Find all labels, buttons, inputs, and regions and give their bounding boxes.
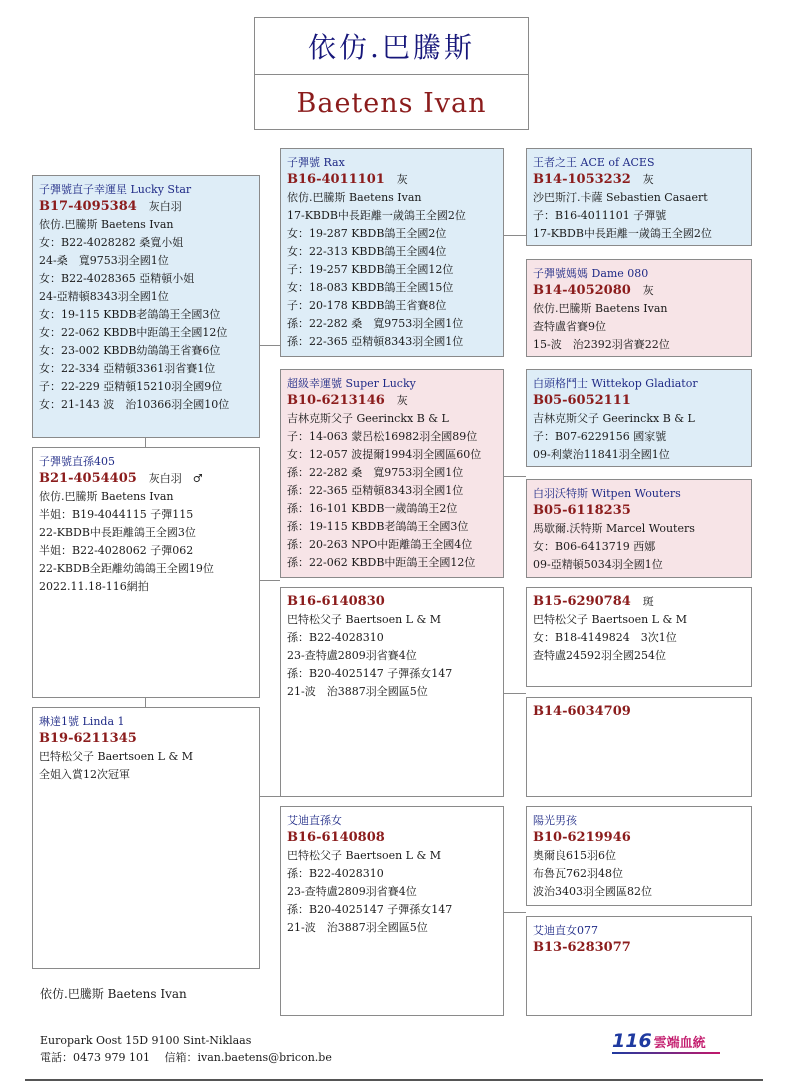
detail-line: 依仿.巴騰斯 Baetens Ivan — [287, 191, 422, 204]
pedigree-header — [254, 17, 529, 130]
color-info: 灰 — [396, 394, 408, 407]
ring-number: B16-4011101 灰 — [287, 172, 408, 187]
ring-number: B05-6052111 — [533, 393, 631, 408]
owner-name-english: Baetens Ivan — [296, 87, 487, 119]
detail-line: 孫：22-282 桑 寬9753羽全國1位 — [287, 466, 464, 479]
pigeon-details — [533, 410, 745, 464]
color-info: 斑 — [642, 595, 654, 608]
detail-line: 09-利蒙治11841羽全國1位 — [533, 448, 670, 461]
detail-line: 女：B18-4149824 3次1位 — [533, 631, 677, 644]
pigeon-title: 琳達1號 Linda 1 — [39, 715, 125, 728]
detail-line: 2022.11.18-116網拍 — [39, 580, 149, 593]
detail-line: 子：22-229 亞精頓15210羽全國9位 — [39, 380, 223, 393]
logo-number: 116 — [612, 1030, 652, 1052]
pigeon-card-ssd — [526, 259, 752, 357]
detail-line: 全姐入賞12次冠軍 — [39, 768, 130, 781]
detail-line: 子：B16-4011101 子彈號 — [533, 209, 667, 222]
pigeon-details — [533, 611, 745, 665]
detail-line: 依仿.巴騰斯 Baetens Ivan — [39, 490, 174, 503]
pigeon-details — [287, 410, 497, 572]
connector-line — [260, 796, 280, 797]
pigeon-details — [533, 189, 745, 243]
pigeon-title: 子彈號 Rax — [287, 156, 345, 169]
ring-number: B14-6034709 — [533, 704, 631, 719]
detail-line: 巴特松父子 Baertsoen L & M — [39, 750, 194, 763]
detail-line: 巴特松父子 Baertsoen L & M — [287, 613, 442, 626]
ring-number: B16-6140830 — [287, 594, 385, 609]
detail-line: 22-KBDB全距離幼鴿鴿王全國19位 — [39, 562, 214, 575]
pigeon-title: 王者之王 ACE of ACES — [533, 156, 655, 169]
detail-line: 24-亞精頓8343羽全國1位 — [39, 290, 169, 303]
detail-line: 女：22-062 KBDB中距鴿王全國12位 — [39, 326, 228, 339]
detail-line: 女：22-313 KBDB鴿王全國4位 — [287, 245, 447, 258]
connector-line — [504, 912, 526, 913]
detail-line: 查特盧24592羽全國254位 — [533, 649, 666, 662]
detail-line: 子：20-178 KBDB鴿王省賽8位 — [287, 299, 447, 312]
connector-line — [145, 437, 146, 447]
connector-line — [504, 235, 526, 236]
pigeon-card-subject — [32, 175, 260, 438]
detail-line: 22-KBDB中長距離鴿王全國3位 — [39, 526, 196, 539]
detail-line: 查特盧省賽9位 — [533, 320, 606, 333]
ring-number: B17-4095384 灰白羽 — [39, 199, 182, 214]
detail-line: 吉林克斯父子 Geerinckx B & L — [533, 412, 695, 425]
pigeon-card-dsd — [526, 697, 752, 797]
detail-line: 依仿.巴騰斯 Baetens Ivan — [533, 302, 668, 315]
detail-line: 依仿.巴騰斯 Baetens Ivan — [39, 218, 174, 231]
detail-line: 孫：19-115 KBDB老鴿鴿王全國3位 — [287, 520, 469, 533]
detail-line: 21-波 治3887羽全國區5位 — [287, 685, 428, 698]
ring-number: B14-1053232 灰 — [533, 172, 654, 187]
detail-line: 女：19-115 KBDB老鴿鴿王全國3位 — [39, 308, 221, 321]
detail-line: 09-亞精頓5034羽全國1位 — [533, 558, 663, 571]
pigeon-details — [39, 216, 253, 414]
address: Europark Oost 15D 9100 Sint-Niklaas — [40, 1034, 252, 1047]
detail-line: 女：21-143 波 治10366羽全國10位 — [39, 398, 230, 411]
detail-line: 子：19-257 KBDB鴿王全國12位 — [287, 263, 454, 276]
detail-line: 孫：22-365 亞精頓8343羽全國1位 — [287, 484, 464, 497]
logo-underline — [612, 1052, 720, 1054]
detail-line: 女：19-287 KBDB鴿王全國2位 — [287, 227, 447, 240]
pigeon-details — [533, 847, 745, 901]
detail-line: 孫：22-282 桑 寬9753羽全國1位 — [287, 317, 464, 330]
pigeon-card-dam-dam — [280, 806, 504, 1016]
contact-info: 電話：0473 979 101 信箱：ivan.baetens@bricon.be — [40, 1051, 332, 1064]
detail-line: 女：22-334 亞精頓3361羽省賽1位 — [39, 362, 216, 375]
pigeon-title: 陽光男孩 — [533, 814, 577, 827]
detail-line: 孫：22-365 亞精頓8343羽全國1位 — [287, 335, 464, 348]
ring-number: B16-6140808 — [287, 830, 385, 845]
detail-line: 23-查特盧2809羽省賽4位 — [287, 649, 417, 662]
pigeon-card-sss — [526, 148, 752, 246]
pigeon-title: 子彈號直子幸運星 Lucky Star — [39, 183, 192, 196]
detail-line: 巴特松父子 Baertsoen L & M — [533, 613, 688, 626]
pigeon-title: 白頭格鬥士 Wittekop Gladiator — [533, 377, 698, 390]
connector-line — [504, 476, 526, 477]
pigeon-card-sire-sire — [280, 148, 504, 357]
ring-number: B19-6211345 — [39, 731, 137, 746]
color-info: 灰白羽 ♂ — [148, 472, 203, 485]
detail-line: 女：12-057 波提爾1994羽全國區60位 — [287, 448, 482, 461]
detail-line: 波治3403羽全國區82位 — [533, 885, 652, 898]
pigeon-details — [533, 300, 745, 354]
pigeon-title: 艾迪直女077 — [533, 924, 598, 937]
pigeon-card-ddd — [526, 916, 752, 1016]
pigeon-title: 超級幸運號 Super Lucky — [287, 377, 416, 390]
connector-line — [145, 698, 146, 707]
detail-line: 女：23-002 KBDB幼鴿鴿王省賽6位 — [39, 344, 221, 357]
pigeon-title: 子彈號媽媽 Dame 080 — [533, 267, 649, 280]
detail-line: 23-查特盧2809羽省賽4位 — [287, 885, 417, 898]
connector-line — [504, 693, 526, 694]
pigeon-card-dss — [526, 587, 752, 687]
logo-text: 雲端血統 — [653, 1036, 706, 1051]
ring-number: B05-6118235 — [533, 503, 631, 518]
pigeon-details — [287, 847, 497, 937]
detail-line: 半姐：B19-4044115 子彈115 — [39, 508, 194, 521]
ring-number: B10-6213146 灰 — [287, 393, 408, 408]
ring-number: B21-4054405 灰白羽 ♂ — [39, 471, 203, 486]
pigeon-card-dam — [32, 707, 260, 969]
detail-line: 孫：B22-4028310 — [287, 631, 384, 644]
detail-line: 17-KBDB中長距離一歲鴿王全國2位 — [533, 227, 712, 240]
pigeon-details — [39, 748, 253, 784]
detail-line: 孫：22-062 KBDB中距鴿王全國12位 — [287, 556, 476, 569]
detail-line: 17-KBDB中長距離一歲鴿王全國2位 — [287, 209, 466, 222]
bottom-divider — [25, 1079, 763, 1081]
pigeon-details — [287, 611, 497, 701]
detail-line: 奧爾良615羽6位 — [533, 849, 616, 862]
detail-line: 孫：20-263 NPO中距離鴿王全國4位 — [287, 538, 473, 551]
ring-number: B14-4052080 灰 — [533, 283, 654, 298]
pigeon-title: 白羽沃特斯 Witpen Wouters — [533, 487, 681, 500]
detail-line: 女：B22-4028365 亞精頓小姐 — [39, 272, 195, 285]
detail-line: 沙巴斯汀.卡薩 Sebastien Casaert — [533, 191, 708, 204]
detail-line: 21-波 治3887羽全國區5位 — [287, 921, 428, 934]
ring-number: B10-6219946 — [533, 830, 631, 845]
pigeon-card-sire-dam — [280, 369, 504, 578]
detail-line: 馬歇爾.沃特斯 Marcel Wouters — [533, 522, 695, 535]
pigeon-title: 艾迪直孫女 — [287, 814, 342, 827]
pigeon-title: 子彈號直孫405 — [39, 455, 115, 468]
detail-line: 子：14-063 蒙呂松16982羽全國89位 — [287, 430, 478, 443]
owner-name-chinese: 依仿.巴騰斯 — [255, 18, 528, 75]
detail-line: 15-波 治2392羽省賽22位 — [533, 338, 670, 351]
detail-line: 女：18-083 KBDB鴿王全國15位 — [287, 281, 454, 294]
detail-line: 巴特松父子 Baertsoen L & M — [287, 849, 442, 862]
pigeon-details — [533, 520, 745, 574]
contact-footer — [40, 1032, 332, 1066]
connector-line — [260, 345, 280, 346]
brand-logo — [612, 1030, 722, 1054]
connector-line — [260, 580, 280, 581]
pigeon-card-sds — [526, 369, 752, 467]
detail-line: 24-桑 寬9753羽全國1位 — [39, 254, 169, 267]
ring-number: B13-6283077 — [533, 940, 631, 955]
pigeon-card-dds — [526, 806, 752, 906]
detail-line: 吉林克斯父子 Geerinckx B & L — [287, 412, 449, 425]
pigeon-details — [39, 488, 253, 596]
owner-footer-name: 依仿.巴騰斯 Baetens Ivan — [40, 987, 187, 1001]
detail-line: 半姐：B22-4028062 子彈062 — [39, 544, 194, 557]
ring-number: B15-6290784 斑 — [533, 594, 654, 609]
pigeon-card-sire — [32, 447, 260, 698]
color-info: 灰白羽 — [148, 200, 182, 213]
color-info: 灰 — [642, 284, 654, 297]
detail-line: 女：B22-4028282 桑寬小姐 — [39, 236, 184, 249]
detail-line: 女：B06-6413719 西娜 — [533, 540, 656, 553]
detail-line: 子：B07-6229156 國家號 — [533, 430, 667, 443]
detail-line: 孫：B22-4028310 — [287, 867, 384, 880]
pigeon-card-dam-sire — [280, 587, 504, 797]
pigeon-card-sdd — [526, 479, 752, 578]
detail-line: 孫：B20-4025147 子彈孫女147 — [287, 667, 453, 680]
detail-line: 孫：16-101 KBDB一歲鴿鴿王2位 — [287, 502, 458, 515]
detail-line: 布魯瓦762羽48位 — [533, 867, 623, 880]
detail-line: 孫：B20-4025147 子彈孫女147 — [287, 903, 453, 916]
color-info: 灰 — [642, 173, 654, 186]
pigeon-details — [287, 189, 497, 351]
color-info: 灰 — [396, 173, 408, 186]
